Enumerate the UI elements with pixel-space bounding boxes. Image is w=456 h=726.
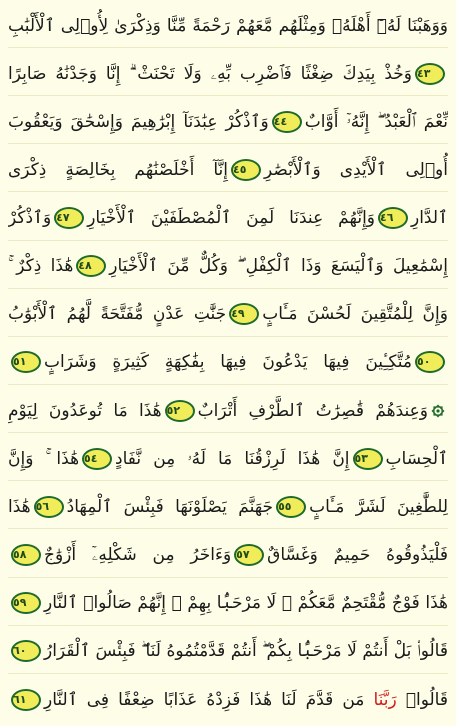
- text-line-10: [8, 437, 448, 481]
- text-line-6: [8, 245, 448, 289]
- verse-text: [8, 581, 448, 625]
- ayah-number-marker: ٥٣: [353, 448, 383, 470]
- verse-text: [8, 4, 448, 48]
- verse-text: [8, 244, 448, 288]
- verse-segment: لِلطَّٰغِينَ لَشَرَّ مَـَٔابٍ: [309, 496, 448, 517]
- verse-segment: ٱلْحِسَابِ: [385, 448, 448, 469]
- ayah-number-marker: ٤٧: [54, 207, 84, 229]
- verse-segment: قَالُوا۟ بَلْ أَنتُمْ لَا مَرْحَبًۢا بِكُمْ ۖ أَنتُمْ قَدَّمْتُمُوهُ لَنَا ۖ فَبِئْسَ ٱلْقَرَارُ: [44, 641, 448, 662]
- verse-text: [8, 52, 448, 96]
- verse-segment: هَٰذَا ذِكْرٌ ۚ: [8, 256, 74, 277]
- ayah-number-marker: ٥٩: [11, 592, 41, 614]
- verse-segment: وَٱذْكُرْ: [8, 208, 52, 229]
- verse-segment: أُو۟لِى ٱلْأَيْدِى وَٱلْأَبْصَٰرِ: [264, 159, 448, 180]
- verse-text: [8, 340, 448, 384]
- verse-segment: وَخُذْ بِيَدِكَ ضِغْثًا فَٱضْرِب بِّهِۦ وَلَا تَحْنَثْ ۗ إِنَّا وَجَدْنَٰهُ صَابِرًا: [8, 63, 412, 84]
- ayah-number-marker: ٤٩: [229, 303, 259, 325]
- ayah-number-marker: ٤٦: [378, 207, 408, 229]
- verse-text: [8, 148, 448, 192]
- text-line-5: [8, 197, 448, 241]
- text-line-9: [8, 389, 448, 433]
- verse-segment: إِنَّآ أَخْلَصْنَٰهُم بِخَالِصَةٍ ذِكْرَى: [8, 159, 229, 180]
- rub-el-hizb-icon: [431, 404, 445, 418]
- text-line-11: [8, 485, 448, 529]
- verse-segment: إِنَّ هَٰذَا لَرِزْقُنَا مَا لَهُۥ مِن نَّفَادٍ: [115, 448, 350, 469]
- ayah-number-marker: ٥٤: [82, 448, 112, 470]
- ayah-number-marker: ٥٢: [165, 400, 195, 422]
- verse-text: [8, 678, 448, 722]
- verse-segment: ٱلدَّارِ: [411, 208, 448, 229]
- verse-segment: جَهَنَّمَ يَصْلَوْنَهَا فَبِئْسَ ٱلْمِهَادُ: [66, 496, 274, 517]
- verse-segment: مُتَّكِـِٔينَ فِيهَا يَدْعُونَ فِيهَا بِفَٰكِهَةٍ كَثِيرَةٍ وَشَرَابٍ: [44, 352, 412, 373]
- text-line-15: [8, 678, 448, 722]
- verse-text: [8, 629, 448, 673]
- verse-segment: نِّعْمَ ٱلْعَبْدُ ۖ إِنَّهُۥٓ أَوَّابٌ: [304, 111, 448, 132]
- ayah-number-marker: ٤٥: [231, 159, 261, 181]
- verse-text: [8, 292, 448, 336]
- text-line-4: [8, 148, 448, 192]
- text-line-7: [8, 293, 448, 337]
- verse-segment: وَٱذْكُرْ عِبَٰدَنَآ إِبْرَٰهِيمَ وَإِسْحَٰقَ وَيَعْقُوبَ: [8, 111, 269, 132]
- text-line-2: [8, 52, 448, 96]
- text-line-1: [8, 4, 448, 48]
- ayah-number-marker: ٦٠: [11, 640, 41, 662]
- ayah-number-marker: ٥٦: [34, 496, 64, 518]
- verse-segment: هَٰذَا مَا تُوعَدُونَ لِيَوْمِ: [8, 400, 162, 421]
- verse-text: [8, 389, 448, 433]
- text-line-12: [8, 534, 448, 578]
- verse-segment: فَلْيَذُوقُوهُ حَمِيمٌ وَغَسَّاقٌ: [267, 545, 448, 566]
- ayah-number-marker: ٤٤: [272, 111, 302, 133]
- verse-segment: هَٰذَا: [8, 496, 31, 517]
- highlighted-word: رَبَّنَا: [373, 689, 397, 710]
- text-line-3: [8, 100, 448, 144]
- text-line-8: [8, 341, 448, 385]
- text-line-13: [8, 582, 448, 626]
- verse-text: [8, 437, 448, 481]
- ayah-number-marker: ٦١: [11, 689, 41, 711]
- verse-text: [8, 100, 448, 144]
- verse-segment: هَٰذَا فَوْجٌ مُّقْتَحِمٌ مَّعَكُمْ ۖ لَا مَرْحَبًۢا بِهِمْ ۚ إِنَّهُمْ صَالُوا۟ ٱلنَّارِ: [44, 593, 448, 614]
- ayah-number-marker: ٤٨: [76, 255, 106, 277]
- ayah-number-marker: ٥٠: [415, 351, 445, 373]
- ayah-number-marker: ٥١: [11, 351, 41, 373]
- ayah-number-marker: ٥٨: [11, 544, 41, 566]
- verse-segment: وَإِنَّهُمْ عِندَنَا لَمِنَ ٱلْمُصْطَفَيْنَ ٱلْأَخْيَارِ: [87, 208, 375, 229]
- ayah-number-marker: ٥٧: [234, 544, 264, 566]
- ayah-number-marker: ٥٥: [276, 496, 306, 518]
- verse-segment: هَٰذَا ۚ وَإِنَّ: [8, 448, 80, 469]
- verse-segment: وَإِنَّ لِلْمُتَّقِينَ لَحُسْنَ مَـَٔابٍ: [262, 304, 448, 325]
- text-line-14: [8, 630, 448, 674]
- verse-text: [8, 196, 448, 240]
- verse-segment: وَعِندَهُمْ قَٰصِرَٰتُ ٱلطَّرْفِ أَتْرَابٌ: [197, 400, 429, 421]
- verse-segment: جَنَّٰتِ عَدْنٍ مُّفَتَّحَةً لَّهُمُ ٱلْأَبْوَٰبُ: [8, 304, 227, 325]
- verse-segment: وَءَاخَرُ مِن شَكْلِهِۦٓ أَزْوَٰجٌ: [44, 545, 232, 566]
- verse-segment: وَوَهَبْنَا لَهُۥٓ أَهْلَهُۥ وَمِثْلَهُم مَّعَهُمْ رَحْمَةً مِّنَّا وَذِكْرَىٰ لِأُو۟لِى ٱلْأَلْبَٰبِ: [8, 15, 448, 36]
- verse-segment: قَالُوا۟ رَبَّنَا مَن قَدَّمَ لَنَا هَٰذَا فَزِدْهُ عَذَابًا ضِعْفًا فِى ٱلنَّارِ: [44, 689, 448, 710]
- verse-text: [8, 533, 448, 577]
- verse-segment: إِسْمَٰعِيلَ وَٱلْيَسَعَ وَذَا ٱلْكِفْلِ ۖ وَكُلٌّ مِّنَ ٱلْأَخْيَارِ: [109, 256, 448, 277]
- verse-text: [8, 485, 448, 529]
- ayah-number-marker: ٤٣: [415, 63, 445, 85]
